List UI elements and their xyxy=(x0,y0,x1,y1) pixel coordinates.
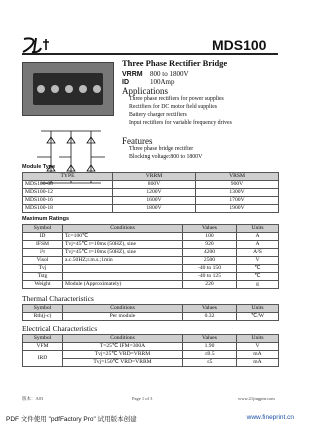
table-cell xyxy=(63,273,183,281)
table-cell: VFM xyxy=(23,343,63,351)
table-cell: A xyxy=(237,241,279,249)
table-cell: Rth(j-c) xyxy=(23,313,63,321)
table-row xyxy=(23,205,279,213)
table-row xyxy=(23,197,279,205)
table-cell: IRD xyxy=(23,351,63,367)
column-header: Values xyxy=(183,225,237,233)
table-cell xyxy=(63,265,183,273)
pdf-generator-note: PDF 文件使用 "pdfFactory Pro" 试用版本创建 xyxy=(6,416,137,423)
table-cell: mA xyxy=(237,359,279,367)
footer-version: 版本：A03 xyxy=(22,396,44,401)
column-header: Conditions xyxy=(63,225,183,233)
table-cell: Module (Approximately) xyxy=(63,281,183,289)
table-cell: 1.90 xyxy=(183,343,237,351)
column-header: TYPE xyxy=(23,173,113,181)
table-cell: 4200 xyxy=(183,249,237,257)
table-cell: ℃ xyxy=(237,265,279,273)
table-cell: mA xyxy=(237,351,279,359)
table-cell: T=25℃ IFM=300A xyxy=(63,343,183,351)
column-header: Symbol xyxy=(23,335,63,343)
table-row xyxy=(23,233,279,241)
table-row xyxy=(23,343,279,351)
table-cell: Tvj=45℃ t=10ms (50HZ), sine xyxy=(63,241,183,249)
table-cell: Weight xyxy=(23,281,63,289)
table-cell: i²t xyxy=(23,249,63,257)
thermal-heading: Thermal Characteristics xyxy=(22,294,94,303)
column-header: VRRM xyxy=(113,173,196,181)
table-cell: Visol xyxy=(23,257,63,265)
table-row xyxy=(23,281,279,289)
company-logo xyxy=(22,36,52,54)
table-cell: 100 xyxy=(183,233,237,241)
column-header: VRSM xyxy=(196,173,279,181)
table-cell: MDS100-16 xyxy=(23,197,113,205)
table-cell: ≤5 xyxy=(183,359,237,367)
table-row xyxy=(23,241,279,249)
table-cell: Tc=100℃ xyxy=(63,233,183,241)
header-rule xyxy=(22,53,278,55)
max-ratings-heading: Maximum Ratings xyxy=(22,216,70,222)
feature-item: Blocking voltage:800 to 1800V xyxy=(129,154,203,160)
table-cell: 220 xyxy=(183,281,237,289)
table-cell: Tvj xyxy=(23,265,63,273)
column-header: Units xyxy=(237,225,279,233)
table-cell: 1900V xyxy=(196,205,279,213)
table-cell: Tvj=45℃ t=10ms (50HZ), sine xyxy=(63,249,183,257)
table-cell: -40 to 125 xyxy=(183,273,237,281)
table-cell: Per module xyxy=(63,313,183,321)
features-heading: Features xyxy=(122,136,153,146)
table-cell: IFSM xyxy=(23,241,63,249)
spec-vrrm: VRRM 800 to 1800V xyxy=(122,70,189,78)
module-type-table xyxy=(22,172,279,213)
table-row xyxy=(23,257,279,265)
table-cell: A xyxy=(237,233,279,241)
table-cell: Tvj=150℃ VRD=VRRM xyxy=(63,359,183,367)
application-item: Three phase rectifiers for power supplies xyxy=(129,96,224,102)
electrical-table xyxy=(22,334,279,367)
pdf-generator-link[interactable]: www.fineprint.cn xyxy=(246,414,294,421)
table-cell: V xyxy=(237,343,279,351)
module-type-heading: Module Type xyxy=(22,164,56,170)
column-header: Values xyxy=(183,335,237,343)
table-cell: -40 to 150 xyxy=(183,265,237,273)
feature-item: Three phase bridge rectifier xyxy=(129,146,194,152)
column-header: Values xyxy=(183,305,237,313)
electrical-heading: Electrical Characteristics xyxy=(22,324,98,333)
table-cell: MDS100-08 xyxy=(23,181,113,189)
column-header: Units xyxy=(237,305,279,313)
table-cell: ≤0.5 xyxy=(183,351,237,359)
max-ratings-table xyxy=(22,224,279,289)
table-row xyxy=(23,313,279,321)
table-cell: 1600V xyxy=(113,197,196,205)
table-cell: 2500 xyxy=(183,257,237,265)
table-row xyxy=(23,189,279,197)
applications-heading: Applications xyxy=(122,86,168,96)
table-row xyxy=(23,249,279,257)
product-title: Three Phase Rectifier Bridge xyxy=(122,58,228,68)
table-cell: 1800V xyxy=(113,205,196,213)
module-photo xyxy=(22,62,114,116)
table-cell: MDS100-12 xyxy=(23,189,113,197)
column-header: Conditions xyxy=(63,335,183,343)
column-header: Units xyxy=(237,335,279,343)
table-row xyxy=(23,265,279,273)
table-cell: A²S xyxy=(237,249,279,257)
table-cell: MDS100-18 xyxy=(23,205,113,213)
table-cell: 800V xyxy=(113,181,196,189)
application-item: Input rectifiers for variable frequency drives xyxy=(129,120,232,126)
table-cell: 1700V xyxy=(196,197,279,205)
application-item: Battery charger rectifiers xyxy=(129,112,187,118)
table-cell: ℃/W xyxy=(237,313,279,321)
column-header: Symbol xyxy=(23,305,63,313)
table-cell: ℃ xyxy=(237,273,279,281)
table-cell: 920 xyxy=(183,241,237,249)
footer-page: Page 1 of 3 xyxy=(132,396,153,401)
table-cell: 1300V xyxy=(196,189,279,197)
table-cell: ID xyxy=(23,233,63,241)
table-cell: Tvj=25℃ VRD=VRRM xyxy=(63,351,183,359)
table-cell: 1200V xyxy=(113,189,196,197)
footer-website: www.21jingpin.com xyxy=(238,396,275,401)
table-row xyxy=(23,351,279,359)
table-row xyxy=(23,273,279,281)
part-number: MDS100 xyxy=(212,37,267,53)
table-cell: Tstg xyxy=(23,273,63,281)
table-cell: V xyxy=(237,257,279,265)
table-row xyxy=(23,181,279,189)
column-header: Symbol xyxy=(23,225,63,233)
table-cell: 0.32 xyxy=(183,313,237,321)
thermal-table xyxy=(22,304,279,321)
pdf-generator-bar xyxy=(0,410,300,425)
application-item: Rectifiers for DC motor field supplies xyxy=(129,104,218,110)
table-cell: a.c.50HZ;r.m.s.;1min xyxy=(63,257,183,265)
table-cell: 900V xyxy=(196,181,279,189)
table-cell: g xyxy=(237,281,279,289)
spec-id: ID 100Amp xyxy=(122,78,175,86)
column-header: Conditions xyxy=(63,305,183,313)
